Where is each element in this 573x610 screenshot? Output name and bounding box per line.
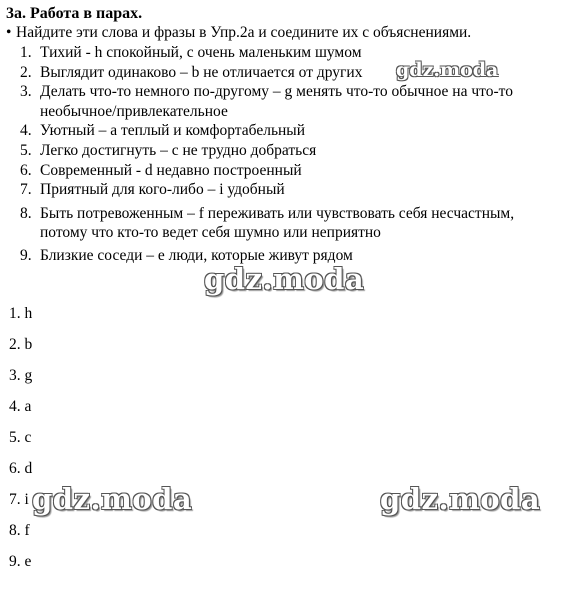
item-text: Близкие соседи – e люди, которые живут рядом bbox=[40, 246, 353, 264]
instruction-text: Найдите эти слова и фразы в Упр.2а и соедините их с объяснениями. bbox=[16, 24, 472, 41]
exercise-title: 3a. Работа в парах. bbox=[6, 5, 143, 22]
list-item bbox=[0, 161, 573, 181]
list-item bbox=[0, 82, 573, 121]
item-text: Тихий - h спокойный, с очень маленьким шумом bbox=[40, 44, 362, 61]
item-number: 3. bbox=[20, 83, 32, 101]
item-text: Быть потревоженным – f переживать или чувствовать себя несчастным, bbox=[40, 204, 515, 222]
item-text: Выглядит одинаково – b не отличается от других bbox=[40, 63, 363, 81]
item-number: 6. bbox=[20, 161, 32, 179]
watermark: gdz.moda bbox=[380, 482, 541, 516]
answer-item: 8. f bbox=[9, 522, 30, 539]
list-item bbox=[0, 180, 573, 200]
item-text: Делать что-то немного по-другому – g менять что-то обычное на что-то bbox=[40, 83, 513, 101]
item-number: 7. bbox=[20, 181, 32, 199]
list-item bbox=[0, 141, 573, 161]
answer-item: 7. i bbox=[9, 491, 29, 508]
item-number: 8. bbox=[20, 204, 32, 222]
item-text: Легко достигнуть – c не трудно добраться bbox=[40, 141, 317, 159]
answer-item: 5. c bbox=[9, 429, 32, 446]
answer-item: 6. d bbox=[9, 460, 33, 477]
item-text-continued: необычное/привлекательное bbox=[40, 102, 228, 120]
exercise-instruction bbox=[6, 23, 471, 43]
list-item bbox=[0, 121, 573, 141]
watermark: gdz.moda bbox=[396, 59, 499, 81]
answer-item: 2. b bbox=[9, 336, 33, 353]
item-number: 4. bbox=[20, 122, 32, 140]
list-item bbox=[0, 204, 573, 243]
item-number: 2. bbox=[20, 63, 32, 81]
answer-item: 3. g bbox=[9, 367, 33, 384]
watermark: gdz.moda bbox=[32, 482, 193, 516]
answer-item: 4. a bbox=[9, 398, 32, 415]
item-number: 1. bbox=[20, 44, 32, 61]
item-text: Уютный – a теплый и комфортабельный bbox=[40, 122, 306, 140]
item-text-continued: потому что кто-то ведет себя шумно или неприятно bbox=[40, 224, 381, 242]
answer-item: 1. h bbox=[9, 305, 33, 322]
item-number: 5. bbox=[20, 141, 32, 159]
answer-item: 9. e bbox=[9, 553, 32, 570]
item-text: Приятный для кого-либо – i удобный bbox=[40, 181, 285, 199]
item-number: 9. bbox=[20, 246, 32, 264]
watermark: gdz.moda bbox=[204, 262, 365, 296]
bullet-icon: • bbox=[6, 24, 12, 41]
item-text: Современный - d недавно построенный bbox=[40, 161, 302, 179]
